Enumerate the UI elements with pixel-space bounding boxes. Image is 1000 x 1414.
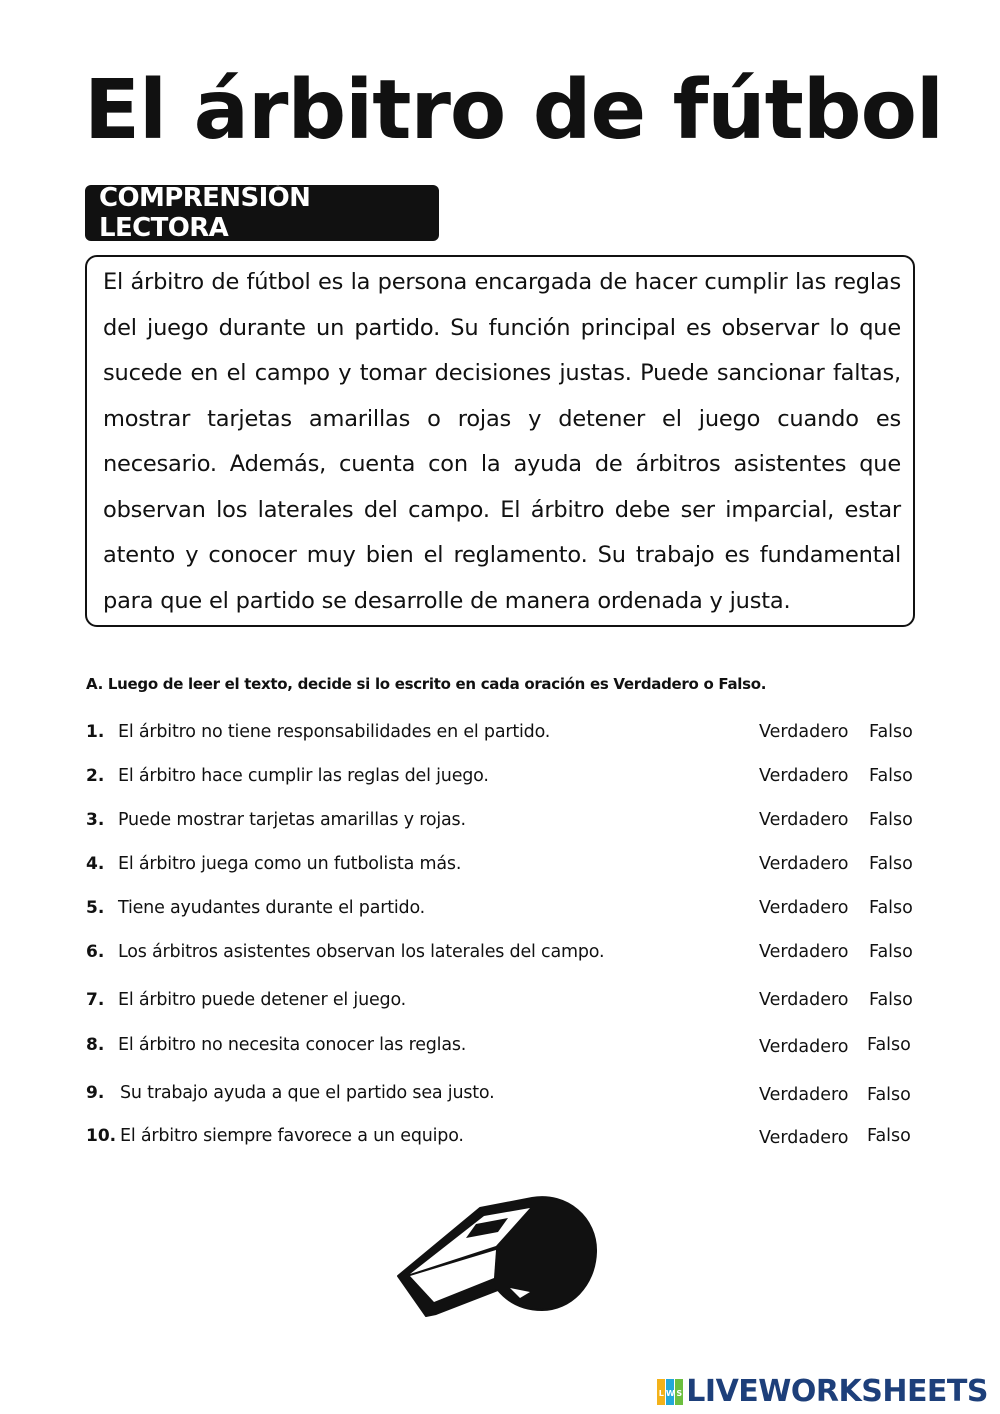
question-number: 9. [86,1083,105,1103]
exercise-instruction: A. Luego de leer el texto, decide si lo escrito en cada oración es Verdadero o Falso. [86,675,767,693]
true-option[interactable]: Verdadero [759,1128,849,1148]
question-number: 1. [86,722,105,742]
question-text: El árbitro siempre favorece a un equipo. [120,1126,464,1146]
reading-passage-box [85,255,915,627]
question-item-2 [86,766,920,796]
false-option[interactable]: Falso [869,810,913,830]
true-option[interactable]: Verdadero [759,722,849,742]
false-option[interactable]: Falso [869,898,913,918]
question-text: El árbitro puede detener el juego. [118,990,407,1010]
true-option[interactable]: Verdadero [759,990,849,1010]
question-number: 10. [86,1126,117,1146]
question-text: Tiene ayudantes durante el partido. [118,898,426,918]
question-item-10 [86,1126,920,1156]
logo-letter-3: S [676,1388,682,1398]
brand-footer[interactable] [657,1374,988,1409]
true-option[interactable]: Verdadero [759,1037,849,1057]
question-item-3 [86,810,920,840]
false-option[interactable]: Falso [867,1085,911,1105]
question-text: Su trabajo ayuda a que el partido sea justo. [120,1083,495,1103]
question-item-6 [86,942,920,972]
true-option[interactable]: Verdadero [759,1085,849,1105]
false-option[interactable]: Falso [867,1035,911,1055]
question-number: 5. [86,898,105,918]
question-item-1 [86,722,920,752]
section-label: COMPRENSIÓN LECTORA [85,185,439,241]
question-item-5 [86,898,920,928]
true-option[interactable]: Verdadero [759,766,849,786]
question-text: El árbitro juega como un futbolista más. [118,854,462,874]
true-option[interactable]: Verdadero [759,810,849,830]
reading-passage: El árbitro de fútbol es la persona encargada de hacer cumplir las reglas del juego durante un partido. Su función principal es observar lo que sucede en el campo y tomar decisiones justas. Puede sancionar faltas, mostrar tarjetas amarillas o rojas y detener el juego cuando es necesario. Además, cuenta con la ayuda de árbitros asistentes que observan los laterales del campo. El árbitro debe ser imparcial, estar atento y conocer muy bien el reglamento. Su trabajo es fundamental para que el partido se desarrolle de manera ordenada y justa. [103,269,901,614]
question-number: 4. [86,854,105,874]
question-text: El árbitro hace cumplir las reglas del juego. [118,766,489,786]
false-option[interactable]: Falso [869,990,913,1010]
true-option[interactable]: Verdadero [759,942,849,962]
question-number: 3. [86,810,105,830]
question-item-8 [86,1035,920,1065]
question-item-7 [86,990,920,1020]
false-option[interactable]: Falso [869,854,913,874]
question-number: 7. [86,990,105,1010]
logo-letter-1: L [658,1388,664,1398]
false-option[interactable]: Falso [869,942,913,962]
false-option[interactable]: Falso [867,1126,911,1146]
true-option[interactable]: Verdadero [759,854,849,874]
question-number: 8. [86,1035,105,1055]
question-text: El árbitro no tiene responsabilidades en el partido. [118,722,551,742]
false-option[interactable]: Falso [869,722,913,742]
question-text: Puede mostrar tarjetas amarillas y rojas. [118,810,466,830]
question-text: El árbitro no necesita conocer las reglas. [118,1035,467,1055]
brand-name: LIVEWORKSHEETS [686,1374,988,1409]
question-item-4 [86,854,920,884]
question-number: 6. [86,942,105,962]
false-option[interactable]: Falso [869,766,913,786]
true-option[interactable]: Verdadero [759,898,849,918]
page-title: El árbitro de fútbol [84,63,944,158]
whistle-icon [392,1188,602,1318]
logo-letter-2: W [666,1388,675,1398]
question-number: 2. [86,766,105,786]
question-item-9 [86,1083,920,1113]
liveworksheets-logo-icon [657,1379,683,1405]
question-text: Los árbitros asistentes observan los laterales del campo. [118,942,605,962]
